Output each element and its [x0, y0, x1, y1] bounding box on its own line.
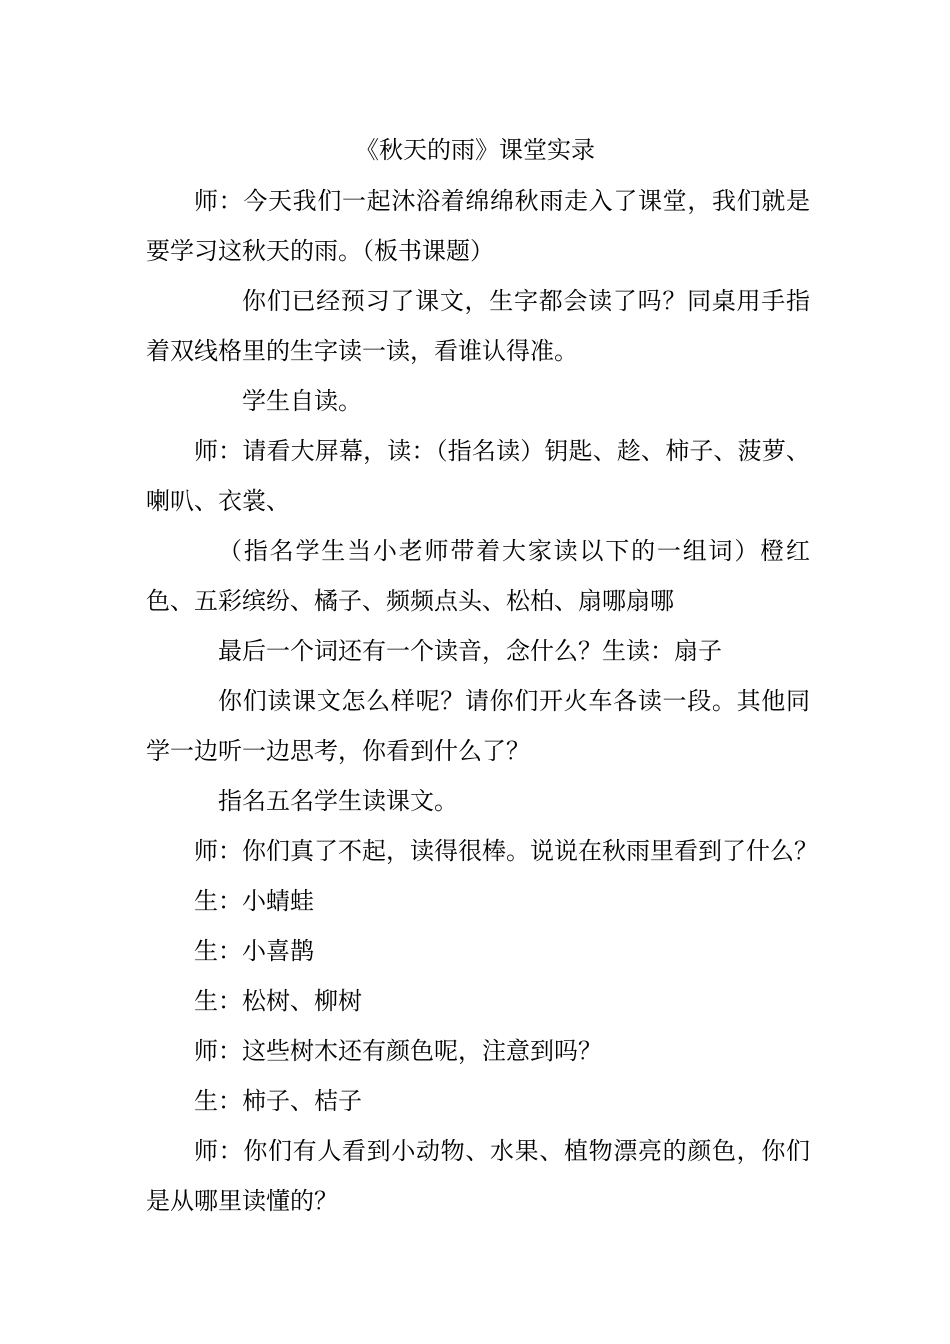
paragraph: 生：小蜻蛙: [194, 887, 314, 915]
paragraph: 你们读课文怎么样呢？请你们开火车各读一段。其他同学一边听一边思考，你看到什么了？: [146, 687, 810, 765]
paragraph: 师：你们真了不起，读得很棒。说说在秋雨里看到了什么？: [194, 837, 818, 865]
paragraph: （指名学生当小老师带着大家读以下的一组词）橙红色、五彩缤纷、橘子、频频点头、松柏、扇哪扇哪: [146, 537, 810, 615]
paragraph: 师：请看大屏幕，读：（指名读）钥匙、趁、柿子、菠萝、喇叭、衣裳、: [146, 437, 810, 515]
paragraph: 师：这些树木还有颜色呢，注意到吗？: [194, 1037, 602, 1065]
paragraph: 生：小喜鹊: [194, 937, 314, 965]
paragraph: 师：今天我们一起沐浴着绵绵秋雨走入了课堂，我们就是要学习这秋天的雨。（板书课题）: [146, 187, 810, 265]
paragraph: 你们已经预习了课文，生字都会读了吗？同桌用手指着双线格里的生字读一读，看谁认得准。: [146, 287, 810, 365]
paragraph: 师：你们有人看到小动物、水果、植物漂亮的颜色，你们是从哪里读懂的？: [146, 1137, 810, 1215]
paragraph: 学生自读。: [242, 387, 362, 415]
paragraph: 生：柿子、桔子: [194, 1087, 362, 1115]
paragraph: 最后一个词还有一个读音，念什么？生读：扇子: [218, 637, 722, 665]
document-title: 《秋天的雨》课堂实录: [355, 136, 595, 164]
paragraph: 生：松树、柳树: [194, 987, 362, 1015]
paragraph: 指名五名学生读课文。: [218, 787, 458, 815]
